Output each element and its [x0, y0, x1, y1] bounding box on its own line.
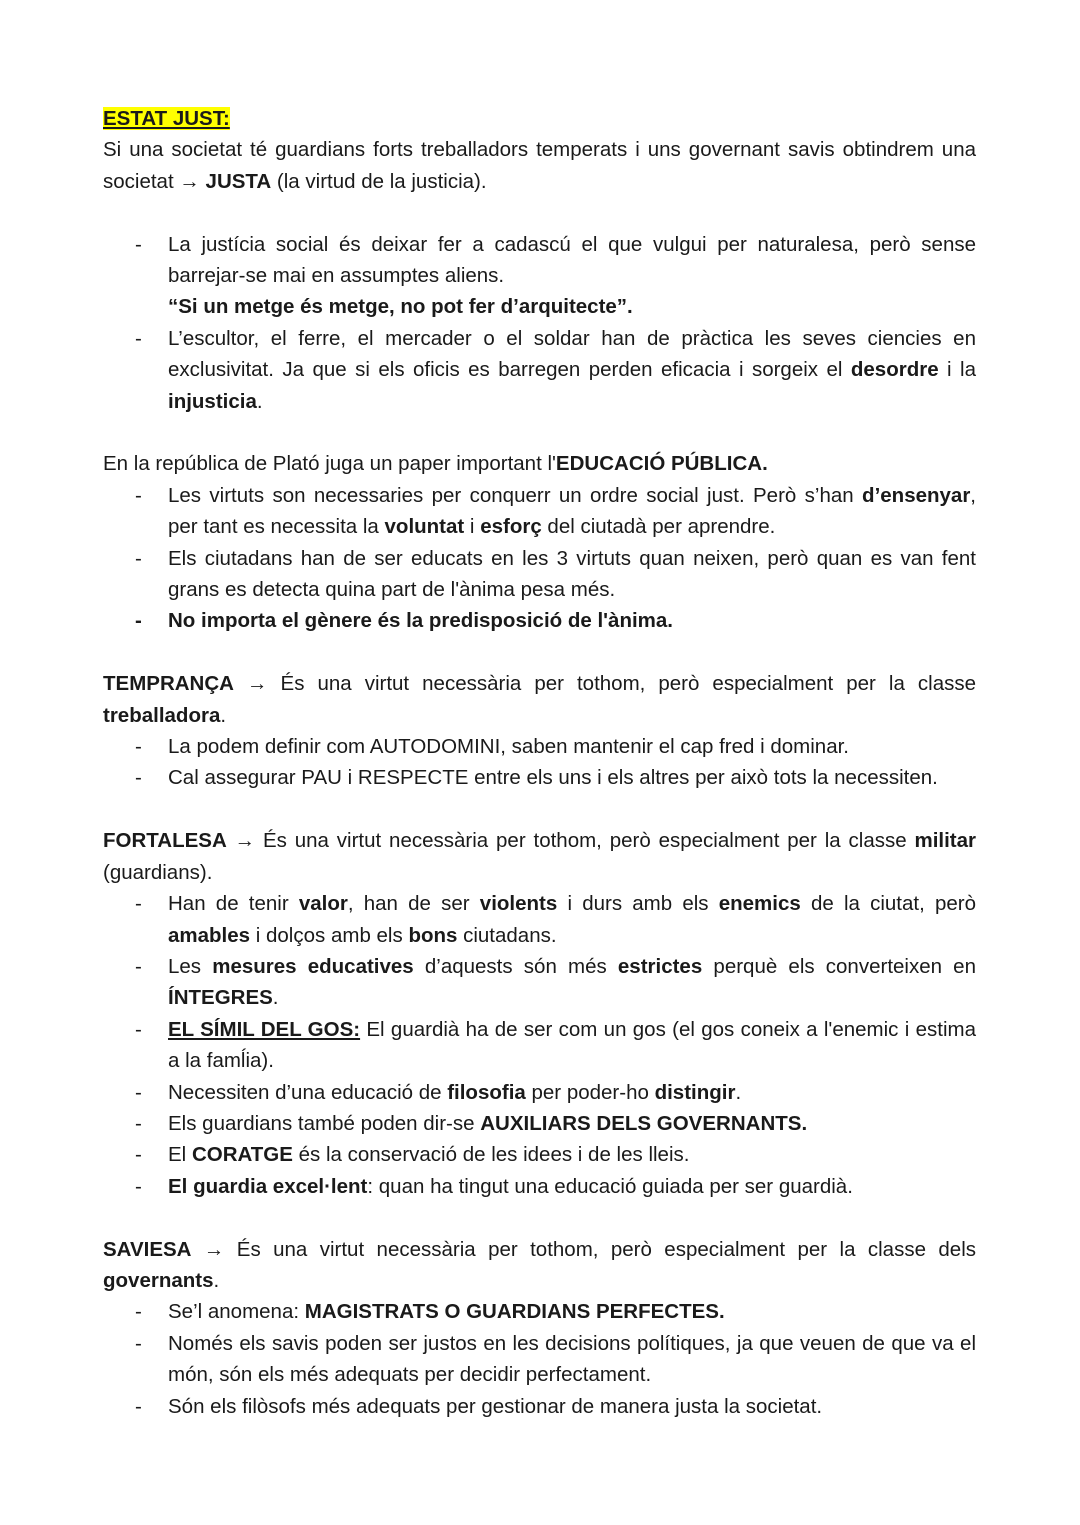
list-item: - La podem definir com AUTODOMINI, saben mantenir el cap fred i dominar. [103, 731, 976, 762]
bullet-list [103, 888, 976, 1202]
bold-text: CORATGE [191, 1143, 293, 1167]
bold-text: governants [103, 1268, 214, 1292]
text: és la conservació de les idees i de les lleis. [292, 1143, 690, 1167]
bold-text: militar [914, 829, 976, 853]
spacer [103, 197, 976, 228]
bold-text: distingir [654, 1080, 736, 1104]
bold-text: d’ensenyar [862, 483, 971, 507]
bold-text: mesures educatives [212, 954, 414, 978]
quote-text: “Si un metge és metge, no pot fer d’arquitecte”. [168, 295, 633, 319]
text: . [256, 389, 263, 413]
bold-text: amables [168, 923, 251, 947]
text: de la ciutat, però [800, 892, 977, 916]
text: La justícia social és deixar fer a cadascú el que vulgui per naturalesa, però sense barrejar-se mai en assumptes aliens. [168, 232, 976, 288]
text: i durs amb els [557, 892, 719, 916]
text: , per tant es necessita la [168, 483, 976, 539]
list-item [103, 229, 976, 323]
bold-text: MAGISTRATS O GUARDIANS PERFECTES. [304, 1300, 725, 1324]
text: d’aquests són més [413, 954, 618, 978]
text: i la [938, 358, 976, 382]
text: Han de tenir [168, 892, 299, 916]
list-item [103, 480, 976, 543]
list-item [103, 1171, 976, 1202]
list-item [103, 888, 976, 951]
list-item: - Són els filòsofs més adequats per gestionar de manera justa la societat. [103, 1391, 976, 1422]
spacer [103, 1202, 976, 1233]
spacer [103, 637, 976, 668]
text: . [272, 986, 279, 1010]
text: Si una societat té guardians forts treballadors temperats i uns governant savis obtindrem una societat → [103, 138, 976, 193]
paragraph [103, 448, 976, 479]
list-item [103, 1014, 976, 1077]
section-estat-just [103, 103, 976, 417]
bold-text: estrictes [617, 954, 703, 978]
spacer [103, 794, 976, 825]
bold-text: esforç [480, 515, 542, 539]
text: El guardià ha de ser com un gos (el gos coneix a l'enemic i estima a la famĺia). [168, 1017, 976, 1073]
text: i dolços amb els [250, 923, 409, 947]
spacer [103, 417, 976, 448]
paragraph [103, 668, 976, 731]
text: . [220, 703, 227, 727]
paragraph [103, 1234, 976, 1297]
bullet-list [103, 480, 976, 637]
text: . [735, 1080, 742, 1104]
text: Les [168, 954, 213, 978]
text: (la virtud de la justicia). [271, 169, 487, 193]
text: i [464, 515, 481, 539]
bold-text: injusticia [168, 389, 257, 413]
bullet-list [103, 229, 976, 417]
section-temprança [103, 668, 976, 794]
bold-text: enemics [718, 892, 801, 916]
list-item [103, 1108, 976, 1139]
bold-text: desordre [850, 358, 939, 382]
text: Les virtuts son necessaries per conquerr un ordre social just. Però s’han [168, 483, 863, 507]
text: ciutadans. [457, 923, 557, 947]
text: per poder-ho [525, 1080, 655, 1104]
list-item [103, 951, 976, 1014]
bold-text: AUXILIARS DELS GOVERNANTS. [480, 1111, 808, 1135]
underlined-text: EL SÍMIL DEL GOS: [168, 1017, 361, 1041]
text: → És una virtut necessària per tothom, però especialment per la classe [226, 829, 915, 853]
text: El [168, 1143, 192, 1167]
list-item [103, 1077, 976, 1108]
text: : quan ha tingut una educació guiada per ser guardià. [367, 1174, 853, 1198]
bold-text: filosofia [447, 1080, 526, 1104]
bold-text: El guardia excel·lent [168, 1174, 368, 1198]
text: (guardians). [103, 860, 213, 884]
section-educacio-publica [103, 448, 976, 636]
text: L’escultor, el ferre, el mercader o el soldar han de pràctica les seves ciencies en exclusivitat. Ja que si els oficis es barregen perden eficacia i sorgeix el [168, 326, 976, 382]
text: Necessiten d’una educació de [168, 1080, 448, 1104]
list-item [103, 1139, 976, 1170]
bold-text: valor [298, 892, 348, 916]
paragraph [103, 825, 976, 888]
text: Els guardians també poden dir-se [168, 1111, 481, 1135]
text: del ciutadà per aprendre. [541, 515, 776, 539]
list-item [103, 323, 976, 417]
text: → És una virtut necessària per tothom, però especialment per la classe dels [191, 1237, 976, 1261]
list-item: - Cal assegurar PAU i RESPECTE entre els uns i els altres per això tots la necessiten. [103, 762, 976, 793]
section-saviesa [103, 1234, 976, 1422]
bold-text: EDUCACIÓ PÚBLICA. [555, 452, 768, 476]
bold-text: ÍNTEGRES [168, 986, 273, 1010]
text: En la república de Plató juga un paper important l' [103, 452, 556, 476]
bold-text: voluntat [384, 515, 465, 539]
text: Se’l anomena: [168, 1300, 305, 1324]
bold-text: treballadora [103, 703, 221, 727]
paragraph [103, 134, 976, 197]
list-item [103, 1296, 976, 1327]
text: . [213, 1268, 220, 1292]
bold-text: No importa el gènere és la predisposició de l'ànima. [168, 609, 674, 633]
bullet-list [103, 1296, 976, 1422]
bold-text: violents [479, 892, 558, 916]
bullet-list [103, 731, 976, 794]
text: , han de ser [347, 892, 480, 916]
bold-text: JUSTA [205, 169, 272, 193]
text: perquè els converteixen en [702, 954, 976, 978]
text: Els ciutadans han de ser educats en les 3 virtuts quan neixen, però quan es van fent grans es detecta quina part de l'ànima pesa més. [168, 546, 976, 602]
list-item [103, 605, 976, 636]
virtue-title: SAVIESA [103, 1237, 192, 1261]
virtue-title: TEMPRANÇA [103, 672, 234, 696]
bold-text: bons [408, 923, 458, 947]
list-item [103, 543, 976, 606]
text: → És una virtut necessària per tothom, però especialment per la classe [233, 672, 976, 696]
list-item: - Només els savis poden ser justos en les decisions polítiques, ja que veuen de que va el món, són els més adequats per decidir perfectament. [103, 1328, 976, 1391]
highlighted-heading: ESTAT JUST: [103, 107, 230, 130]
virtue-title: FORTALESA [103, 829, 227, 853]
section-heading [103, 103, 976, 134]
section-fortalesa [103, 825, 976, 1202]
